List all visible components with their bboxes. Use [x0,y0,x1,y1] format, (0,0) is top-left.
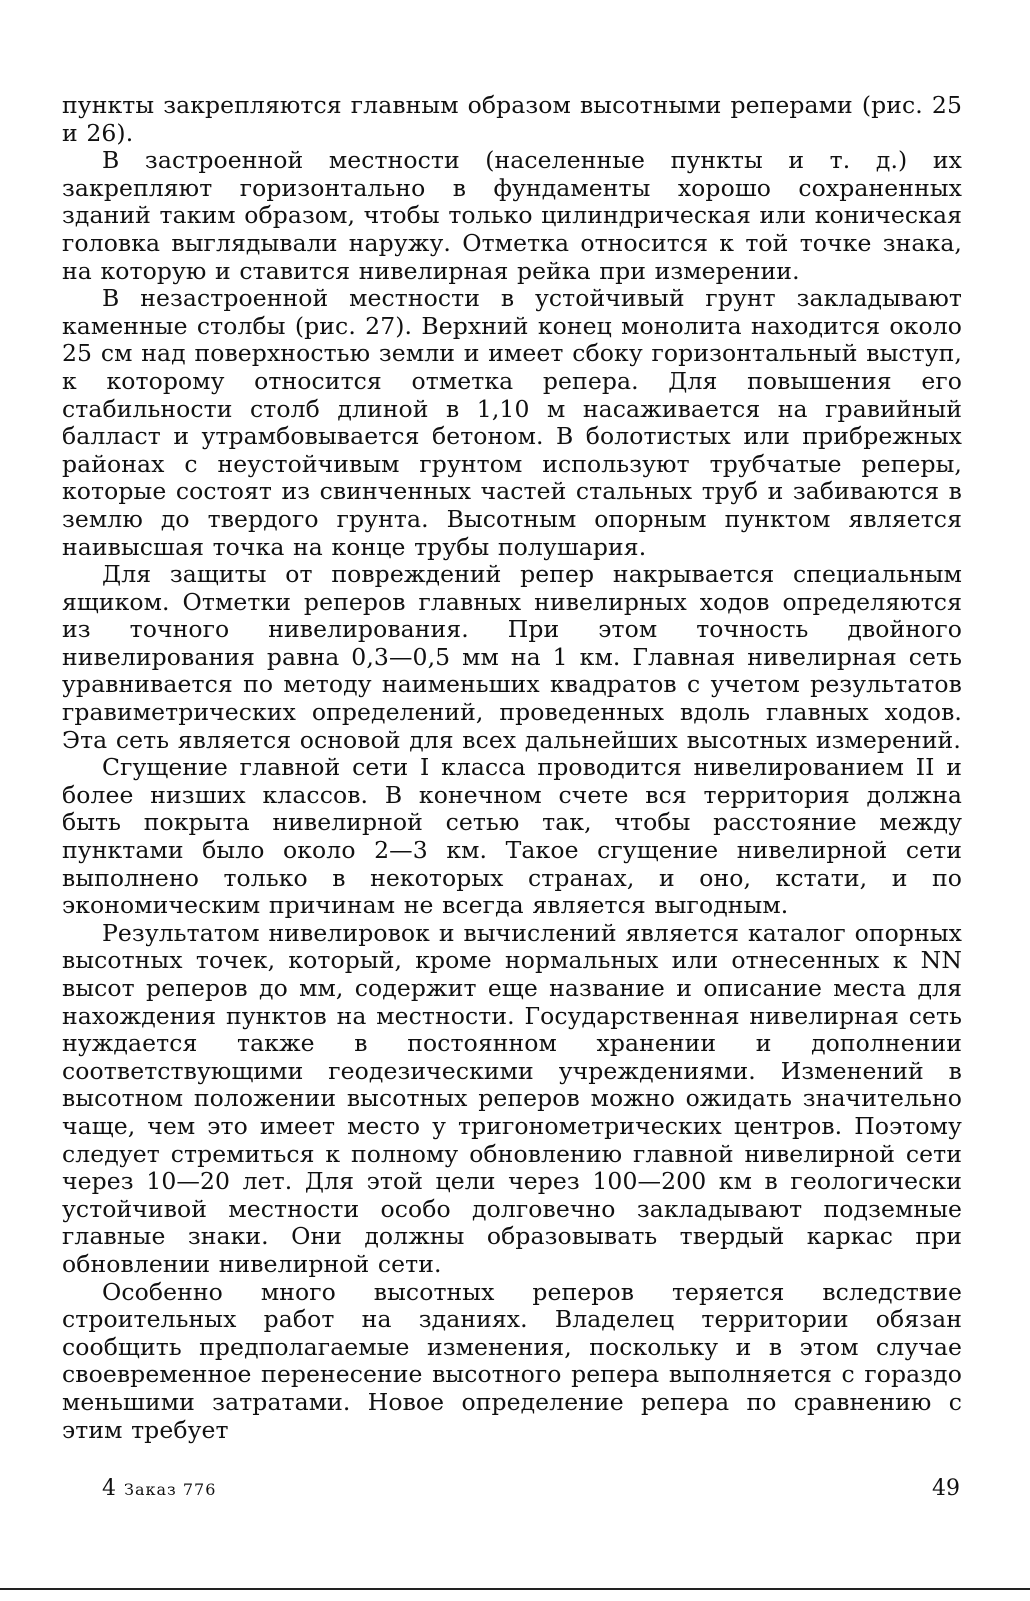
paragraph-4: Для защиты от повреждений репер накрывается специальным ящиком. Отметки реперов главных нивелирных ходов определяются из точного нивелирования. При этом точность двойного нивелирования равна 0,3—0,5 мм на 1 км. Главная нивелирная сеть уравнивается по методу наименьших квадратов с учетом результатов гравиметрических определений, проведенных вдоль главных ходов. Эта сеть является основой для всех дальнейших высотных измерений. [62,560,962,754]
bottom-edge-rule [0,1588,1030,1590]
paragraph-6: Результатом нивелировок и вычислений является каталог опорных высотных точек, который, кроме нормальных или отнесенных к NN высот реперов до мм, содержит еще название и описание места для нахождения пунктов на местности. Государственная нивелирная сеть нуждается также в постоянном хранении и дополнении соответствующими геодезическими учреждениями. Изменений в высотном положении высотных реперов можно ожидать значительно чаще, чем это имеет место у тригонометрических центров. Поэтому следует стремиться к полному обновлению главной нивелирной сети через 10—20 лет. Для этой цели через 100—200 км в геологически устойчивой местности особо долговечно закладывают подземные главные знаки. Они должны образовывать твердый каркас при обновлении нивелирной сети. [62,918,962,1278]
page-footer [102,1476,960,1504]
paragraph-1: пункты закрепляются главным образом высотными реперами (рис. 25 и 26). [62,91,962,147]
signature-mark [102,1476,216,1501]
paragraph-2: В застроенной местности (населенные пункты и т. д.) их закрепляют горизонтально в фундаменты хорошо сохраненных зданий таким образом, чтобы только цилиндрическая или коническая головка выглядывали наружу. Отметка относится к той точке знака, на которую и ставится нивелирная рейка при измерении. [62,146,962,285]
page-body [62,92,962,1444]
paragraph-7: Особенно много высотных реперов теряется вследствие строительных работ на зданиях. Владелец территории обязан сообщить предполагаемые изменения, поскольку и в этом случае своевременное перенесение высотного репера выполняется с гораздо меньшими затратами. Новое определение репера по сравнению с этим требует [62,1277,962,1444]
paragraph-5: Сгущение главной сети I класса проводится нивелированием II и более низших классов. В конечном счете вся территория должна быть покрыта нивелирной сетью так, чтобы расстояние между пунктами было около 2—3 км. Такое сгущение нивелирной сети выполнено только в некоторых странах, и оно, кстати, и по экономическим причинам не всегда является выгодным. [62,753,962,920]
page-number: 49 [932,1476,960,1501]
signature-number: 4 [102,1476,117,1501]
order-label: Заказ 776 [124,1480,217,1499]
paragraph-3: В незастроенной местности в устойчивый грунт закладывают каменные столбы (рис. 27). Верхний конец монолита находится около 25 см над поверхностью земли и имеет сбоку горизонтальный выступ, к которому относится отметка репера. Для повышения его стабильности столб длиной в 1,10 м насаживается на гравийный балласт и утрамбовывается бетоном. В болотистых или прибрежных районах с неустойчивым грунтом используют трубчатые реперы, которые состоят из свинченных частей стальных труб и забиваются в землю до твердого грунта. Высотным опорным пунктом является наивысшая точка на конце трубы полушария. [62,284,962,561]
